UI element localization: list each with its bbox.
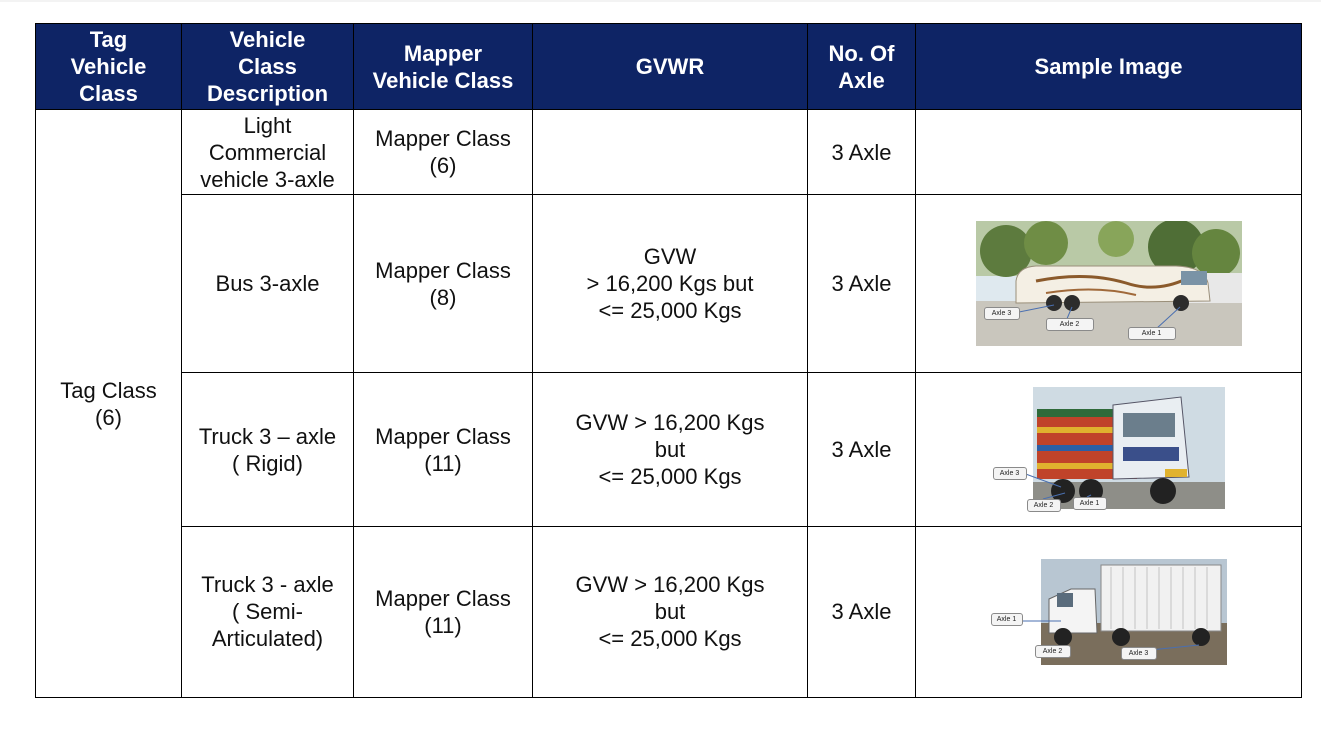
axle-1-label: Axle 1 [1073, 497, 1107, 510]
mapper-class-cell: Mapper Class (8) [354, 195, 533, 373]
semi-articulated-truck-sample-image [991, 559, 1227, 665]
gvwr-cell: GVW > 16,200 Kgs but <= 25,000 Kgs [533, 526, 808, 697]
table-row [36, 373, 1302, 526]
table-row [36, 526, 1302, 697]
sample-image-cell [916, 526, 1302, 697]
axle-2-label: Axle 2 [1035, 645, 1071, 658]
header-gvwr: GVWR [533, 24, 808, 110]
axle-1-label: Axle 1 [991, 613, 1023, 626]
header-row [36, 24, 1302, 110]
vehicle-class-table [35, 23, 1302, 698]
gvwr-cell [533, 110, 808, 195]
header-tag-vehicle-class: Tag Vehicle Class [36, 24, 182, 110]
axle-3-label: Axle 3 [1121, 647, 1157, 660]
axle-cell: 3 Axle [808, 110, 916, 195]
axle-2-label: Axle 2 [1046, 318, 1094, 331]
semi-articulated-truck-illustration [991, 559, 1227, 665]
axle-3-label: Axle 3 [993, 467, 1027, 480]
description-cell: Truck 3 - axle ( Semi- Articulated) [182, 526, 354, 697]
axle-cell: 3 Axle [808, 526, 916, 697]
bus-illustration [976, 221, 1242, 346]
top-rule [0, 0, 1321, 2]
table-row [36, 110, 1302, 195]
description-cell: Truck 3 – axle ( Rigid) [182, 373, 354, 526]
bus-sample-image [976, 221, 1242, 346]
gvwr-cell: GVW > 16,200 Kgs but <= 25,000 Kgs [533, 373, 808, 526]
sample-image-cell [916, 195, 1302, 373]
mapper-class-cell: Mapper Class (6) [354, 110, 533, 195]
sample-image-cell [916, 110, 1302, 195]
header-no-of-axle: No. Of Axle [808, 24, 916, 110]
description-cell: Light Commercial vehicle 3-axle [182, 110, 354, 195]
axle-3-label: Axle 3 [984, 307, 1020, 320]
header-vehicle-class-description: Vehicle Class Description [182, 24, 354, 110]
tag-class-cell: Tag Class (6) [36, 110, 182, 698]
header-sample-image: Sample Image [916, 24, 1302, 110]
table-row [36, 195, 1302, 373]
mapper-class-cell: Mapper Class (11) [354, 373, 533, 526]
axle-cell: 3 Axle [808, 195, 916, 373]
axle-cell: 3 Axle [808, 373, 916, 526]
axle-1-label: Axle 1 [1128, 327, 1176, 340]
axle-2-label: Axle 2 [1027, 499, 1061, 512]
rigid-truck-illustration [993, 387, 1225, 513]
sample-image-cell [916, 373, 1302, 526]
header-mapper-vehicle-class: Mapper Vehicle Class [354, 24, 533, 110]
gvwr-cell: GVW > 16,200 Kgs but <= 25,000 Kgs [533, 195, 808, 373]
description-cell: Bus 3-axle [182, 195, 354, 373]
rigid-truck-sample-image [993, 387, 1225, 513]
mapper-class-cell: Mapper Class (11) [354, 526, 533, 697]
